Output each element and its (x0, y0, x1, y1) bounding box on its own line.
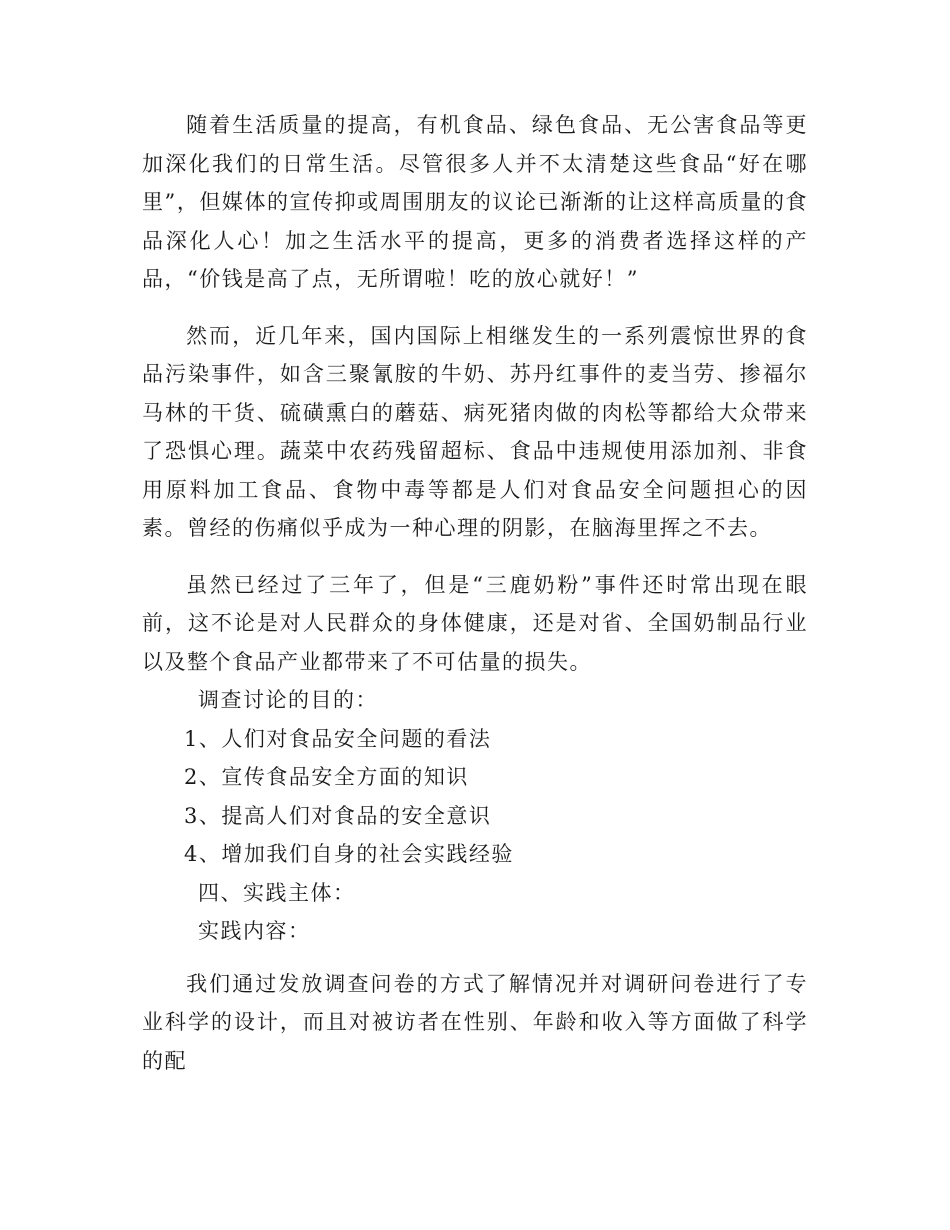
purpose-item: 1、人们对食品安全问题的看法 (184, 726, 492, 751)
purpose-item: 2、宣传食品安全方面的知识 (184, 765, 469, 789)
paragraph-sanlu-milk: 虽然已经过了三年了，但是“三鹿奶粉”事件还时常出现在眼前，这不论是对人民群众的身体健康，还是对省、全国奶制品行业以及整个食品产业都带来了不可估量的损失。 (142, 572, 808, 674)
purpose-item: 4、增加我们自身的社会实践经验 (184, 842, 514, 866)
paragraph-survey-method: 我们通过发放调查问卷的方式了解情况并对调研问卷进行了专业科学的设计，而且对被访者在性别、年龄和收入等方面做了科学的配 (142, 971, 808, 1073)
purpose-item: 3、提高人们对食品的安全意识 (184, 803, 492, 828)
document-body (142, 106, 808, 1080)
paragraph-food-incidents: 然而，近几年来，国内国际上相继发生的一系列震惊世界的食品污染事件，如含三聚氰胺的牛奶、苏丹红事件的麦当劳、掺福尔马林的干货、硫磺熏白的蘑菇、病死猪肉做的肉松等都给大众带来了恐惧心理。蔬菜中农药残留超标、食品中违规使用添加剂、非食用原料加工食品、食物中毒等都是人们对食品安全问题担心的因素。曾经的伤痛似乎成为一种心理的阴影，在脑海里挥之不去。 (142, 323, 808, 540)
section-heading-practice-subject: 四、实践主体： (198, 880, 356, 905)
section-heading-practice-content: 实践内容： (198, 919, 311, 943)
paragraph-organic-food: 随着生活质量的提高，有机食品、绿色食品、无公害食品等更加深化我们的日常生活。尽管很多人并不太清楚这些食品“好在哪里”，但媒体的宣传抑或周围朋友的议论已渐渐的让这样高质量的食品深化人心！加之生活水平的提高，更多的消费者选择这样的产品，“价钱是高了点，无所谓啦！吃的放心就好！” (142, 113, 808, 291)
purpose-heading: 调查讨论的目的： (198, 688, 378, 712)
